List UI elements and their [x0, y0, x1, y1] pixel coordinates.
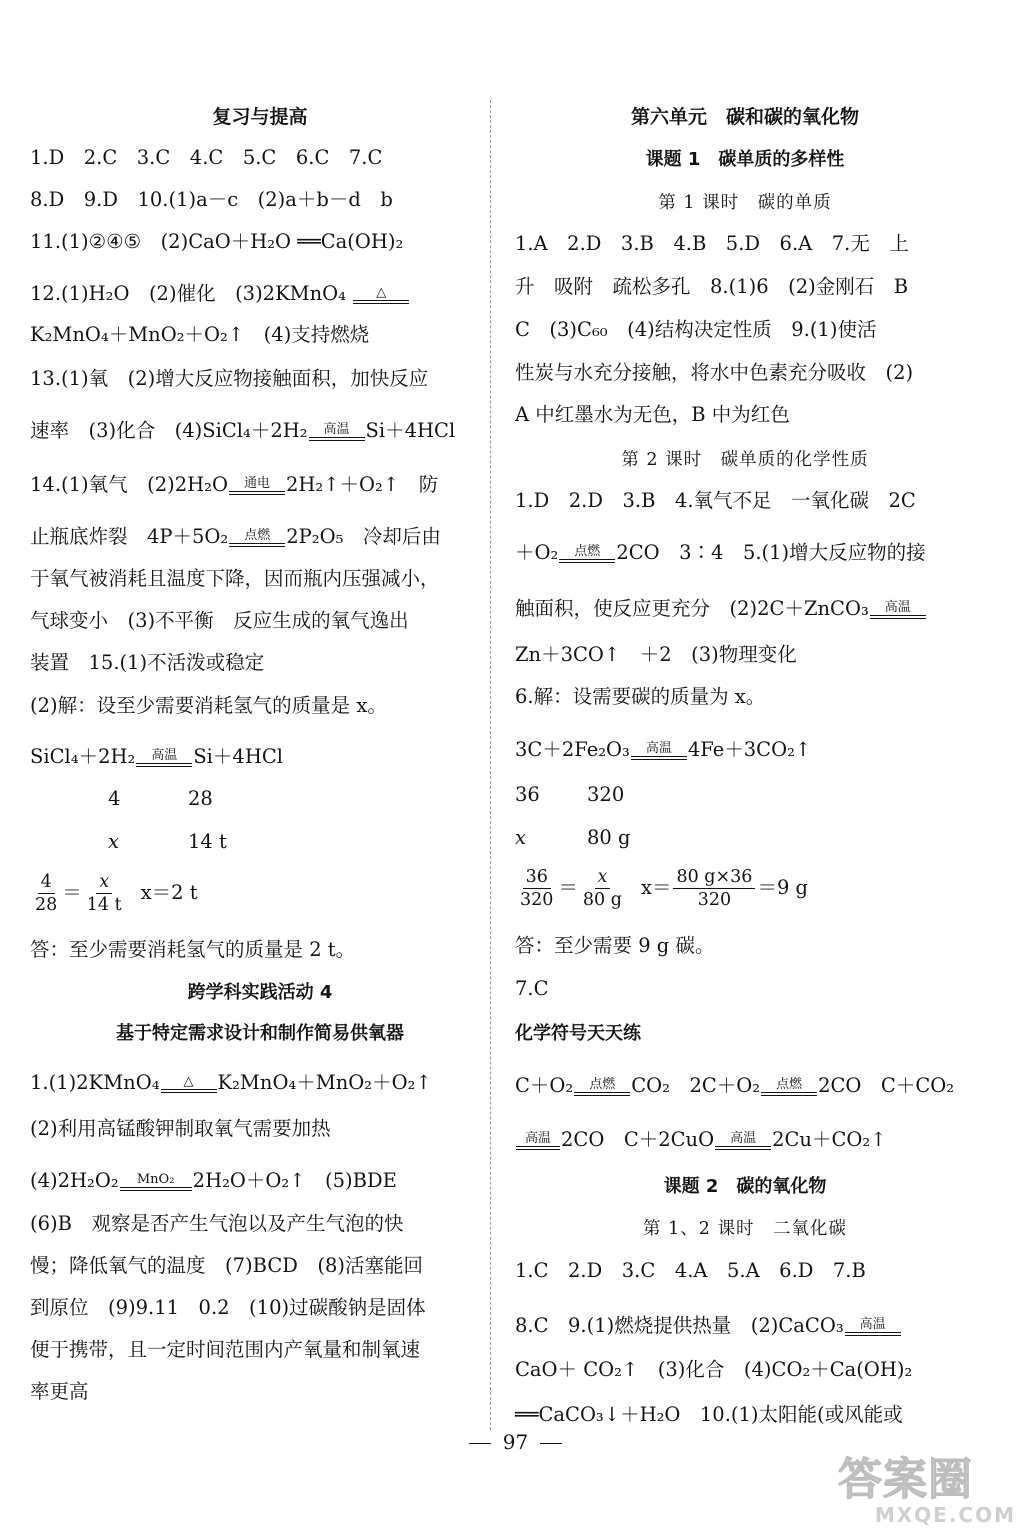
section-title-practice: 化学符号天天练 — [515, 1023, 641, 1044]
reaction-condition: MnO₂ — [120, 1173, 192, 1191]
answer-text: (4)2H₂O₂ — [30, 1169, 119, 1192]
page-number-text: 97 — [502, 1430, 529, 1454]
watermark-logo — [838, 1456, 1024, 1528]
answer-text: 8.C 9.(1)燃烧提供热量 (2)CaCO₃ — [515, 1314, 844, 1337]
ratio-value: 36 — [515, 783, 540, 806]
answer-line: K₂MnO₄＋MnO₂＋O₂↑ (4)支持燃烧 — [30, 323, 370, 346]
answer-line: (2)解：设至少需要消耗氢气的质量是 x。 — [30, 694, 387, 717]
answer-line: ══CaCO₃↓＋H₂O 10.(1)太阳能(或风能或 — [515, 1403, 903, 1426]
reaction-condition: 点燃 — [559, 545, 615, 563]
answer-text: 1.(1)2KMnO₄ — [30, 1071, 160, 1094]
reaction-condition: 高温 — [516, 1132, 560, 1150]
answer-line — [30, 418, 455, 444]
right-column — [515, 0, 975, 1536]
answer-line: 升 吸附 疏松多孔 8.(1)6 (2)金刚石 B — [515, 275, 909, 298]
answer-text: 止瓶底炸裂 4P＋5O₂ — [30, 525, 229, 548]
equation-text: 3C＋2Fe₂O₃ — [515, 738, 630, 761]
section-title-activity: 跨学科实践活动 4 — [187, 982, 333, 1003]
mass-ratio-line — [30, 786, 213, 812]
fraction: $\frac{x}{80 g}$ — [582, 867, 622, 910]
fraction: $\frac{80 g\times 36}{320}$ — [673, 866, 755, 911]
answer-text: 14.(1)氧气 (2)2H₂O — [30, 473, 228, 496]
ratio-value: x — [515, 826, 526, 849]
answer-line: 答：至少需要消耗氢气的质量是 2 t。 — [30, 938, 356, 961]
answer-line: 到原位 (9)9.11 0.2 (10)过碳酸钠是固体 — [30, 1296, 426, 1319]
fraction: $\frac{4}{28}$ — [35, 872, 58, 915]
answer-line: C (3)C₆₀ (4)结构决定性质 9.(1)使活 — [515, 318, 877, 341]
result-text: x＝2 t — [140, 881, 198, 904]
period-title: 第 1、2 课时 二氧化碳 — [643, 1219, 847, 1239]
left-column — [30, 0, 490, 1536]
equation-line — [515, 1127, 887, 1153]
reaction-condition: 点燃 — [229, 529, 285, 547]
answer-line: A 中红墨水为无色，B 中为红色 — [515, 403, 790, 426]
reaction-condition: △ — [353, 286, 409, 304]
answer-line: 慢；降低氧气的温度 (7)BCD (8)活塞能回 — [30, 1254, 423, 1277]
fraction: $\frac{x}{14 t}$ — [86, 872, 122, 915]
equation-line — [515, 737, 811, 763]
reaction-condition: 高温 — [136, 749, 192, 767]
answer-line — [30, 524, 441, 550]
unit-title: 第六单元 碳和碳的氧化物 — [630, 106, 859, 128]
answer-line — [30, 281, 410, 307]
answer-text: 2CO 3∶4 5.(1)增大反应物的接 — [616, 541, 926, 564]
answer-line — [30, 1168, 397, 1194]
answer-line: 气球变小 (3)不平衡 反应生成的氧气逸出 — [30, 609, 409, 632]
answer-line: 答：至少需要 9 g 碳。 — [515, 934, 715, 957]
section-subtitle: 基于特定需求设计和制作简易供氧器 — [116, 1023, 404, 1044]
proportion-line — [30, 871, 198, 916]
reaction-condition: 点燃 — [761, 1078, 817, 1096]
answer-line: 6.解：设需要碳的质量为 x。 — [515, 685, 766, 708]
answer-line: 1.D 2.C 3.C 4.C 5.C 6.C 7.C — [30, 146, 383, 169]
proportion-line — [515, 866, 808, 911]
mass-ratio-line — [515, 782, 624, 808]
equation-text: 4Fe＋3CO₂↑ — [687, 738, 812, 761]
answer-line — [515, 596, 927, 622]
answer-line — [30, 1070, 432, 1096]
reaction-condition: 高温 — [631, 742, 687, 760]
equation-line — [515, 1073, 954, 1099]
answer-line: 7.C — [515, 977, 549, 1000]
equation-text: 2Cu＋CO₂↑ — [772, 1128, 887, 1151]
reaction-condition: 高温 — [870, 601, 926, 619]
reaction-condition: 通电 — [229, 477, 285, 495]
equation-text: 2CO C＋CO₂ — [818, 1074, 955, 1097]
equation-text: SiCl₄＋2H₂ — [30, 745, 136, 768]
answer-line: 便于携带，且一定时间范围内产氧量和制氧速 — [30, 1338, 421, 1361]
answer-line — [515, 1313, 902, 1339]
period-title: 第 2 课时 碳单质的化学性质 — [621, 450, 869, 470]
answer-line — [30, 472, 438, 498]
answer-line: 率更高 — [30, 1380, 89, 1403]
equals-sign: ＝ — [62, 881, 82, 904]
answer-line — [515, 540, 926, 566]
answer-text: 2H₂O＋O₂↑ (5)BDE — [192, 1169, 397, 1192]
answer-text: 2P₂O₅ 冷却后由 — [286, 525, 441, 548]
ratio-value: x — [108, 830, 119, 853]
equation-text: Si＋4HCl — [193, 745, 283, 768]
answer-text: ＋O₂ — [515, 541, 559, 564]
page-dash-left — [469, 1443, 491, 1444]
answer-text: 触面积，使反应更充分 (2)2C＋ZnCO₃ — [515, 597, 869, 620]
ratio-value: 28 — [188, 787, 213, 810]
answer-line: 8.D 9.D 10.(1)a－c (2)a＋b－d b — [30, 188, 393, 211]
ratio-value: 14 t — [188, 830, 227, 853]
answer-line: CaO＋ CO₂↑ (3)化合 (4)CO₂＋Ca(OH)₂ — [515, 1358, 913, 1381]
lesson-title: 课题 1 碳单质的多样性 — [645, 149, 845, 170]
answer-line: 装置 15.(1)不活泼或稳定 — [30, 651, 265, 674]
page-number — [0, 1430, 1031, 1454]
answer-line: (6)B 观察是否产生气泡以及产生气泡的快 — [30, 1212, 404, 1235]
answer-text: 2H₂↑＋O₂↑ 防 — [285, 473, 439, 496]
answer-line: 1.C 2.D 3.C 4.A 5.A 6.D 7.B — [515, 1259, 866, 1282]
period-title: 第 1 课时 碳的单质 — [658, 193, 832, 213]
answer-text: K₂MnO₄＋MnO₂＋O₂↑ — [217, 1071, 432, 1094]
result-text: x＝ — [640, 876, 672, 899]
ratio-value: 4 — [108, 787, 121, 810]
answer-line: 1.A 2.D 3.B 4.B 5.D 6.A 7.无 上 — [515, 232, 909, 255]
reaction-condition: △ — [161, 1075, 217, 1093]
reaction-condition: 高温 — [309, 423, 365, 441]
equals-sign: ＝ — [558, 876, 578, 899]
answer-text: 12.(1)H₂O (2)催化 (3)2KMnO₄ — [30, 282, 346, 305]
reaction-condition: 高温 — [845, 1318, 901, 1336]
equation-text: C＋O₂ — [515, 1074, 574, 1097]
answer-line: 11.(1)②④⑤ (2)CaO＋H₂O ══Ca(OH)₂ — [30, 230, 404, 253]
section-title-review: 复习与提高 — [212, 106, 308, 128]
equation-text: CO₂ 2C＋O₂ — [631, 1074, 761, 1097]
mass-ratio-line — [515, 825, 631, 851]
ratio-value: 80 g — [587, 826, 631, 849]
answer-line: 性炭与水充分接触，将水中色素充分吸收 (2) — [515, 361, 914, 384]
answer-line: Zn＋3CO↑ ＋2 (3)物理变化 — [515, 643, 797, 666]
answer-text: Si＋4HCl — [365, 419, 456, 442]
answer-line: 于氧气被消耗且温度下降，因而瓶内压强减小， — [30, 567, 440, 590]
fraction: $\frac{36}{320}$ — [520, 867, 554, 910]
reaction-condition: 高温 — [715, 1132, 771, 1150]
answer-line: 13.(1)氧 (2)增大反应物接触面积，加快反应 — [30, 367, 429, 390]
reaction-condition: 点燃 — [574, 1078, 630, 1096]
equation-text: 2CO C＋2CuO — [561, 1128, 715, 1151]
watermark-url: MXQE.COM — [874, 1503, 1016, 1527]
lesson-title: 课题 2 碳的氧化物 — [663, 1176, 827, 1197]
result-text: ＝9 g — [757, 876, 809, 899]
equation-line — [30, 744, 283, 770]
answer-line: (2)利用高锰酸钾制取氧气需要加热 — [30, 1117, 331, 1140]
watermark-logo-text: 答案圈 — [838, 1454, 973, 1505]
mass-ratio-line — [30, 829, 227, 855]
page-dash-right — [540, 1443, 562, 1444]
answer-line: 1.D 2.D 3.B 4.氧气不足 一氧化碳 2C — [515, 489, 916, 512]
answer-text: 速率 (3)化合 (4)SiCl₄＋2H₂ — [30, 419, 308, 442]
ratio-value: 320 — [587, 783, 625, 806]
column-divider — [490, 100, 491, 1430]
